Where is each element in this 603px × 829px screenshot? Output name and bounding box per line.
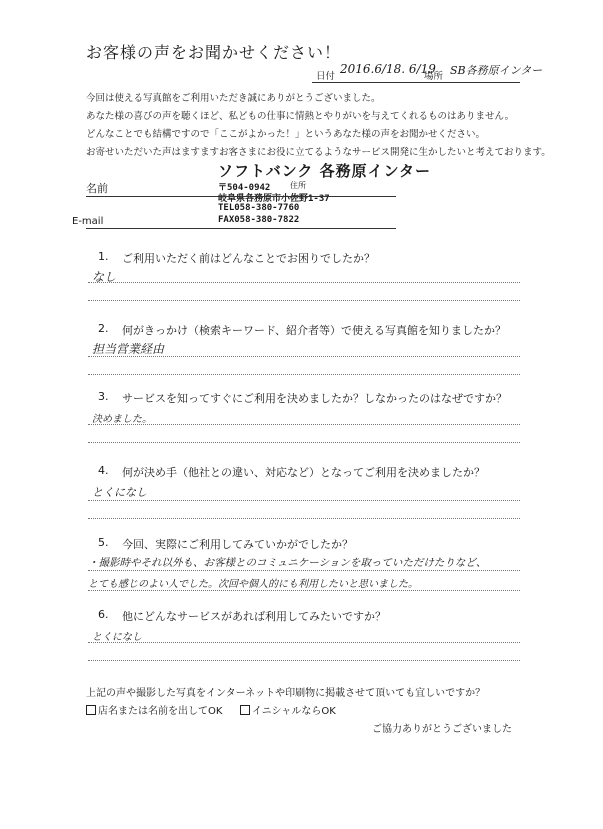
q6-text: 他にどんなサービスがあれば利用してみたいですか？ xyxy=(122,610,386,623)
q4-answer: とくになし xyxy=(92,486,147,499)
q3-line-2 xyxy=(88,442,520,443)
q6-number: 6. xyxy=(98,608,109,621)
stamp-fax: FAX058-380-7822 xyxy=(218,215,300,225)
q4-number: 4. xyxy=(98,464,109,477)
form-title: お客様の声をお聞かせください！ xyxy=(86,43,342,62)
q6-line-1 xyxy=(88,642,520,643)
q5-number: 5. xyxy=(98,536,109,549)
q1-number: 1. xyxy=(98,250,109,263)
date-value: 2016.6/18. 6/19 xyxy=(340,62,436,76)
q3-line-1 xyxy=(88,424,520,425)
consent-option-name-label: 店名または名前を出してOK xyxy=(98,706,223,717)
q4-line-1 xyxy=(88,500,520,501)
place-value: SB各務原インター xyxy=(450,64,543,77)
q4-line-2 xyxy=(88,518,520,519)
q2-line-1 xyxy=(88,356,520,357)
q3-text: サービスを知ってすぐにご利用を決めましたか？しなかったのはなぜですか？ xyxy=(122,392,507,405)
intro-line-3: どんなことでも結構ですので「ここがよかった！」というあなた様の声をお聞かせください。 xyxy=(86,129,486,140)
q1-answer: なし xyxy=(92,270,117,284)
q5-answer-line-1: ・撮影時やそれ以外も、お客様とのコミュニケーションを取っていただけたりなど、 xyxy=(88,557,487,569)
q2-answer: 担当営業経由 xyxy=(92,342,165,356)
q2-line-2 xyxy=(88,374,520,375)
thanks-text: ご協力ありがとうございました xyxy=(372,724,512,735)
q3-number: 3. xyxy=(98,390,109,403)
q1-text: ご利用いただく前はどんなことでお困りでしたか？ xyxy=(122,252,375,265)
q6-line-2 xyxy=(88,660,520,661)
consent-option-name[interactable] xyxy=(86,702,222,717)
q6-answer: とくになし xyxy=(92,632,142,643)
stamp-address-note: 住所 xyxy=(290,181,306,190)
consent-option-initial[interactable] xyxy=(240,702,336,717)
email-label: E-mail xyxy=(72,216,104,227)
stamp-address: 岐阜県各務原市小佐野1-37 xyxy=(218,194,330,204)
stamp-tel: TEL058-380-7760 xyxy=(218,203,300,213)
intro-line-1: 今回は使える写真館をご利用いただき誠にありがとうございました。 xyxy=(86,93,381,104)
intro-line-2: あなた様の喜びの声を聴くほど、私どもの仕事に情熱とやりがいを与えてくれるものはありません。 xyxy=(86,111,515,122)
stamp-company: ソフトバンク 各務原インター xyxy=(218,162,432,180)
q5-text: 今回、実際にご利用してみていかがでしたか？ xyxy=(122,538,353,551)
q2-text: 何がきっかけ（検索キーワード、紹介者等）で使える写真館を知りましたか？ xyxy=(122,324,507,337)
q5-answer-line-2: とても感じのよい人でした。次回や個人的にも利用したいと思いました。 xyxy=(88,579,418,590)
consent-name-checkbox[interactable] xyxy=(86,705,96,715)
consent-option-initial-label: イニシャルならOK xyxy=(252,706,336,717)
consent-question: 上記の声や撮影した写真をインターネットや印刷物に掲載させて頂いても宜しいですか？ xyxy=(86,688,486,699)
q3-answer: 決めました。 xyxy=(92,414,152,425)
email-underline xyxy=(86,228,396,229)
q1-line-1 xyxy=(88,282,520,283)
q4-text: 何が決め手（他社との違い、対応など）となってご利用を決めましたか？ xyxy=(122,466,485,479)
place-label: 場所 xyxy=(424,71,444,82)
name-underline xyxy=(86,196,396,197)
q5-line-2 xyxy=(88,590,520,591)
name-label: 名前 xyxy=(86,182,108,195)
q1-line-2 xyxy=(88,300,520,301)
date-label: 日付 xyxy=(316,71,336,82)
q2-number: 2. xyxy=(98,322,109,335)
q5-line-1 xyxy=(88,570,520,571)
consent-initial-checkbox[interactable] xyxy=(240,705,250,715)
intro-line-4: お寄せいただいた声はますますお客さまにお役に立てるようなサービス開発に生かしたいと考えております。 xyxy=(86,147,551,158)
date-place-underline xyxy=(312,82,520,83)
stamp-postal: 〒504-0942 xyxy=(218,183,271,193)
